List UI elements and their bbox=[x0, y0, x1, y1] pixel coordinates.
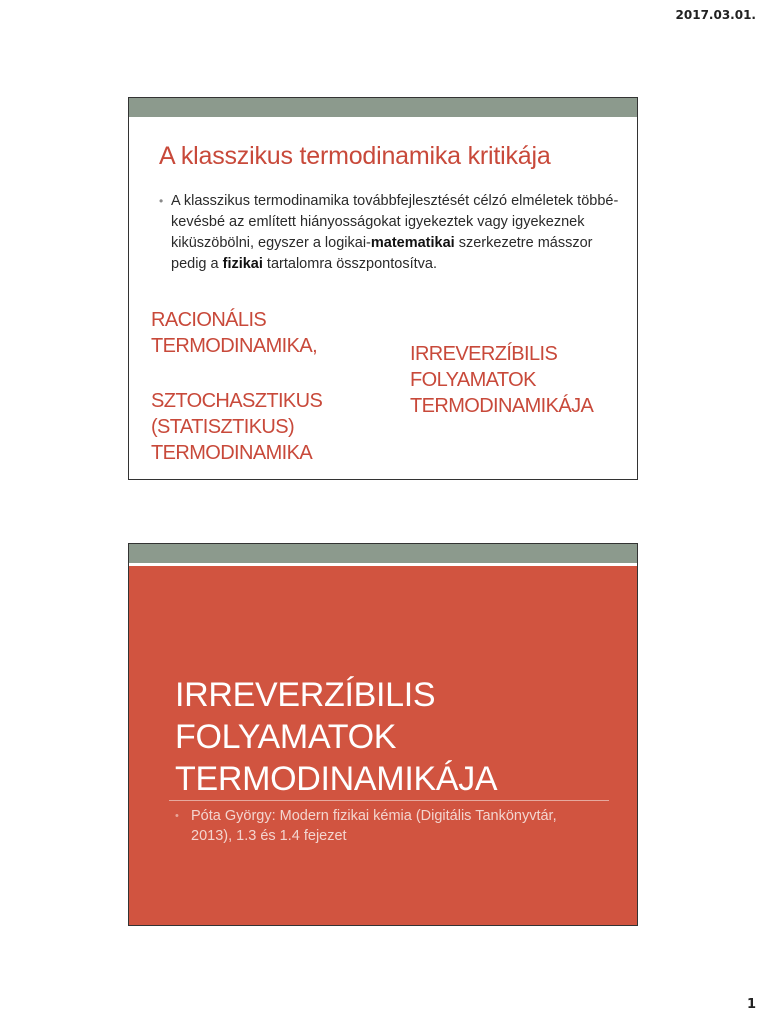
title-line: TERMODINAMIKÁJA bbox=[175, 760, 498, 798]
label-line: SZTOCHASZTIKUS bbox=[151, 390, 323, 412]
bullet-text-part: A klasszikus termodinamika továbbfejlesztését célzó elméletek többé-kevésbé az említett hiányosságokat igyekeztek vagy igyekeznek kiküszöbölni, egyszer a logikai- bbox=[171, 193, 619, 251]
title-line: IRREVERZÍBILIS bbox=[175, 676, 436, 714]
bullet-text-part: szerkezetre másszor pedig a bbox=[171, 235, 593, 272]
title-line: FOLYAMATOK bbox=[175, 718, 397, 756]
label-line: FOLYAMATOK bbox=[410, 369, 536, 391]
bullet-marker: • bbox=[175, 810, 179, 822]
irreversible-thermodynamics-label bbox=[410, 341, 593, 419]
bullet-marker: • bbox=[159, 194, 164, 208]
slide-2 bbox=[128, 543, 638, 926]
slide-header-bar bbox=[129, 98, 637, 117]
reference-text: Póta György: Modern fizikai kémia (Digitális Tankönyvtár, 2013), 1.3 és 1.4 fejezet bbox=[191, 808, 557, 844]
label-line: (STATISZTIKUS) bbox=[151, 416, 295, 438]
title-divider bbox=[169, 800, 609, 801]
bullet-bold-math: matematikai bbox=[370, 235, 455, 251]
slide-title bbox=[175, 674, 497, 800]
slide-1 bbox=[128, 97, 638, 480]
label-line: TERMODINAMIKA bbox=[151, 442, 313, 464]
stochastic-thermodynamics-label bbox=[151, 388, 322, 466]
label-line: RACIONÁLIS bbox=[151, 309, 267, 331]
slide-header-line bbox=[129, 117, 637, 120]
bullet-text bbox=[171, 191, 619, 275]
bullet-item bbox=[175, 806, 595, 846]
bullet-text-part: tartalomra összpontosítva. bbox=[262, 256, 437, 272]
slide-header-line bbox=[129, 563, 637, 566]
page-number: 1 bbox=[746, 997, 756, 1012]
bullet-item bbox=[159, 191, 619, 275]
label-line: TERMODINAMIKA, bbox=[151, 335, 318, 357]
slide-header-bar bbox=[129, 544, 637, 563]
slide-title: A klasszikus termodinamika kritikája bbox=[159, 142, 551, 170]
page-date: 2017.03.01. bbox=[675, 8, 756, 22]
label-line: TERMODINAMIKÁJA bbox=[410, 395, 594, 417]
label-line: IRREVERZÍBILIS bbox=[410, 343, 558, 365]
bullet-bold-physics: fizikai bbox=[222, 256, 263, 272]
rational-thermodynamics-label bbox=[151, 307, 317, 359]
